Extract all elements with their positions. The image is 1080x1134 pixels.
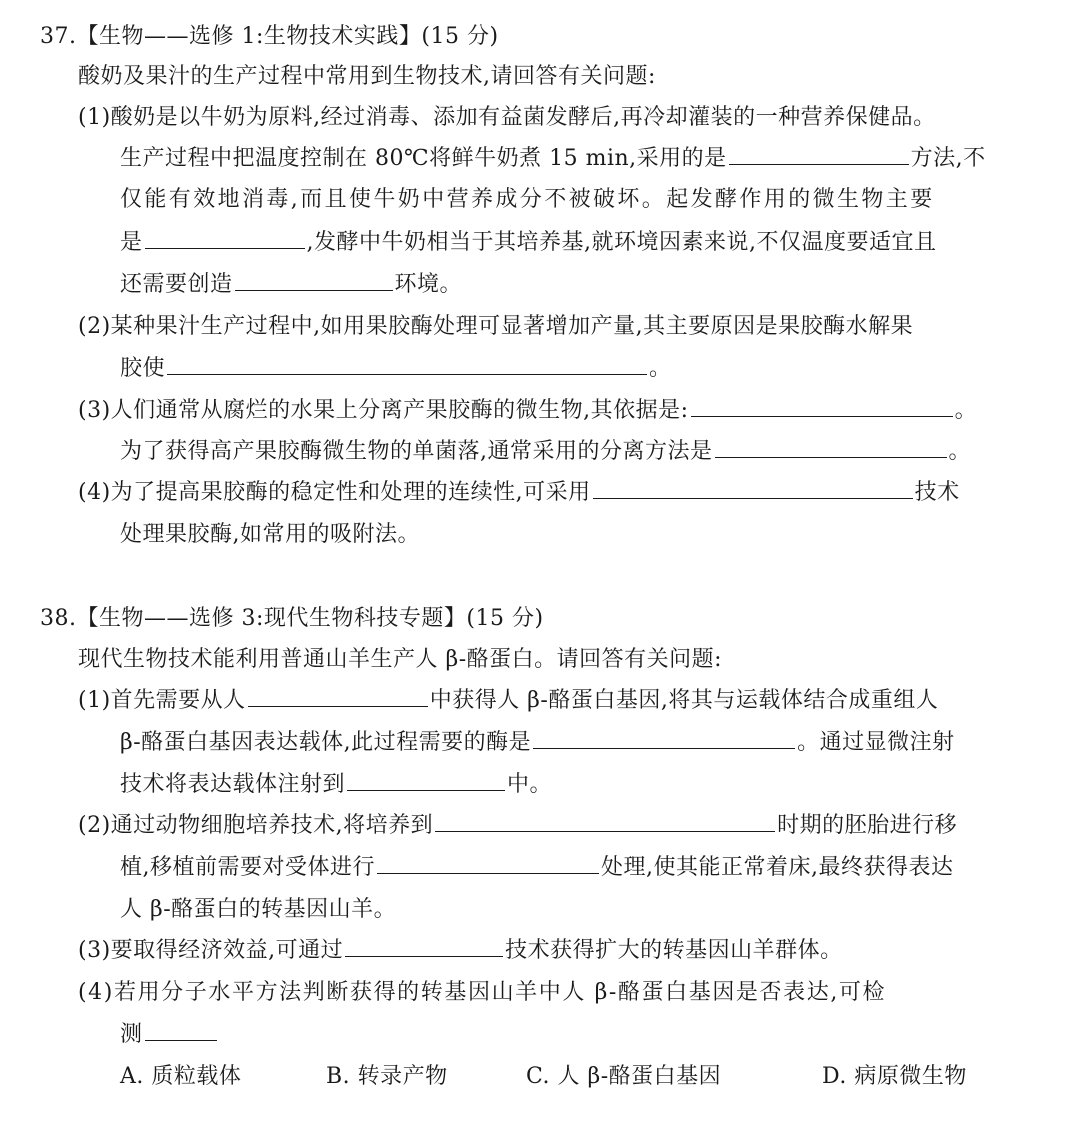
answer-blank[interactable] xyxy=(167,354,647,375)
q37-part3-text-1a: 人们通常从腐烂的水果上分离产果胶酶的微生物,其依据是: xyxy=(110,398,689,423)
q38-part4-text-2: 测 xyxy=(120,1022,143,1047)
q37-intro: 酸奶及果汁的生产过程中常用到生物技术,请回答有关问题: xyxy=(78,64,656,89)
q38-part2-text-2b: 处理,使其能正常着床,最终获得表达 xyxy=(601,855,954,880)
q37-part2-line2 xyxy=(120,354,672,384)
q37-part4-line1 xyxy=(78,478,960,508)
answer-blank[interactable] xyxy=(145,228,305,249)
q37-part4-line2: 处理果胶酶,如常用的吸附法。 xyxy=(120,522,420,547)
q37-part1-number: (1) xyxy=(78,105,111,130)
q38-part4-line2 xyxy=(120,1020,219,1050)
q37-part1-text-5b: 环境。 xyxy=(394,272,463,297)
q38-part2-number: (2) xyxy=(78,813,111,838)
q37-part3-text-2b: 。 xyxy=(948,439,972,464)
q38-part2-text-1a: 通过动物细胞培养技术,将培养到 xyxy=(110,813,434,838)
option-d[interactable]: D. 病原微生物 xyxy=(822,1064,967,1089)
q37-part3-line1 xyxy=(78,396,977,426)
q37-part3-text-2a: 为了获得高产果胶酶微生物的单菌落,通常采用的分离方法是 xyxy=(120,439,713,464)
q38-part3-number: (3) xyxy=(78,938,111,963)
answer-blank[interactable] xyxy=(347,770,505,791)
answer-blank[interactable] xyxy=(593,478,913,499)
answer-blank[interactable] xyxy=(435,811,775,832)
q37-part1-text: 酸奶是以牛奶为原料,经过消毒、添加有益菌发酵后,再冷却灌装的一种营养保健品。 xyxy=(110,105,936,130)
q38-part1-text-3a: 技术将表达载体注射到 xyxy=(120,772,346,797)
answer-blank[interactable] xyxy=(145,1020,217,1041)
q38-part2-line3: 人 β-酪蛋白的转基因山羊。 xyxy=(120,897,397,922)
q38-title: 38.【生物——选修 3:现代生物科技专题】(15 分) xyxy=(40,606,544,631)
q37-part2-number: (2) xyxy=(78,314,111,339)
q38-part4-text: 若用分子水平方法判断获得的转基因山羊中人 β-酪蛋白基因是否表达,可检 xyxy=(113,980,887,1005)
q38-part3-line1 xyxy=(78,936,843,966)
q38-part1-text-1b: 中获得人 β-酪蛋白基因,将其与运载体结合成重组人 xyxy=(429,688,939,713)
q38-part2-text-1b: 时期的胚胎进行移 xyxy=(777,813,958,838)
q38-part1-line3 xyxy=(120,770,552,800)
q37-part3-text-1b: 。 xyxy=(954,398,978,423)
q37-part4-number: (4) xyxy=(78,480,111,505)
q38-part3-text-1a: 要取得经济效益,可通过 xyxy=(110,938,344,963)
q38-part1-text-3b: 中。 xyxy=(507,772,553,797)
option-c[interactable]: C. 人 β-酪蛋白基因 xyxy=(526,1064,722,1089)
q37-part1-text-2b: 方法,不 xyxy=(910,146,986,171)
q38-part1-number: (1) xyxy=(78,688,111,713)
q37-part1-line4 xyxy=(120,228,937,258)
q38-part1-line2 xyxy=(120,728,955,758)
q38-part1-line1 xyxy=(78,686,938,716)
q38-part4-line1 xyxy=(78,978,886,1008)
answer-blank[interactable] xyxy=(729,144,909,165)
q37-part1-line1 xyxy=(78,103,936,133)
q38-part1-text-1a: 首先需要从人 xyxy=(110,688,246,713)
answer-blank[interactable] xyxy=(377,853,599,874)
q38-part1-text-2b: 。通过显微注射 xyxy=(797,730,955,755)
answer-blank[interactable] xyxy=(248,686,428,707)
answer-blank[interactable] xyxy=(691,396,953,417)
option-a[interactable]: A. 质粒载体 xyxy=(120,1064,242,1089)
q37-part1-line2 xyxy=(120,144,986,174)
q37-part4-text-1a: 为了提高果胶酶的稳定性和处理的连续性,可采用 xyxy=(110,480,591,505)
answer-blank[interactable] xyxy=(235,270,393,291)
q38-part4-number: (4) xyxy=(78,980,114,1005)
q37-part1-text-4a: 是 xyxy=(120,230,143,255)
answer-blank[interactable] xyxy=(715,437,947,458)
q38-part3-text-1b: 技术获得扩大的转基因山羊群体。 xyxy=(505,938,843,963)
q37-part1-text-5a: 还需要创造 xyxy=(120,272,233,297)
q37-part2-text: 某种果汁生产过程中,如用果胶酶处理可显著增加产量,其主要原因是果胶酶水解果 xyxy=(110,314,914,339)
q37-part1-text-4b: ,发酵中牛奶相当于其培养基,就环境因素来说,不仅温度要适宜且 xyxy=(306,230,937,255)
q38-part1-text-2a: β-酪蛋白基因表达载体,此过程需要的酶是 xyxy=(120,730,532,755)
q37-title: 37.【生物——选修 1:生物技术实践】(15 分) xyxy=(40,24,499,49)
q38-intro: 现代生物技术能利用普通山羊生产人 β-酪蛋白。请回答有关问题: xyxy=(78,647,723,672)
q38-options-row xyxy=(120,1062,1020,1092)
q38-part2-line2 xyxy=(120,853,954,883)
q37-part1-line5 xyxy=(120,270,462,300)
q37-part2-text-2a: 胶使 xyxy=(120,356,166,381)
q37-part1-line3: 仅能有效地消毒,而且使牛奶中营养成分不被破坏。起发酵作用的微生物主要 xyxy=(120,187,935,212)
option-b[interactable]: B. 转录产物 xyxy=(326,1064,448,1089)
q37-part2-text-2b: 。 xyxy=(649,356,672,381)
answer-blank[interactable] xyxy=(533,728,795,749)
q38-part2-text-2a: 植,移植前需要对受体进行 xyxy=(120,855,375,880)
q37-part3-line2 xyxy=(120,437,971,467)
q37-part1-text-2a: 生产过程中把温度控制在 80℃将鲜牛奶煮 15 min,采用的是 xyxy=(120,146,727,171)
q37-part3-number: (3) xyxy=(78,398,111,423)
q38-part2-line1 xyxy=(78,811,957,841)
answer-blank[interactable] xyxy=(345,936,503,957)
q37-part4-text-1b: 技术 xyxy=(914,480,960,505)
q37-part2-line1 xyxy=(78,312,913,342)
